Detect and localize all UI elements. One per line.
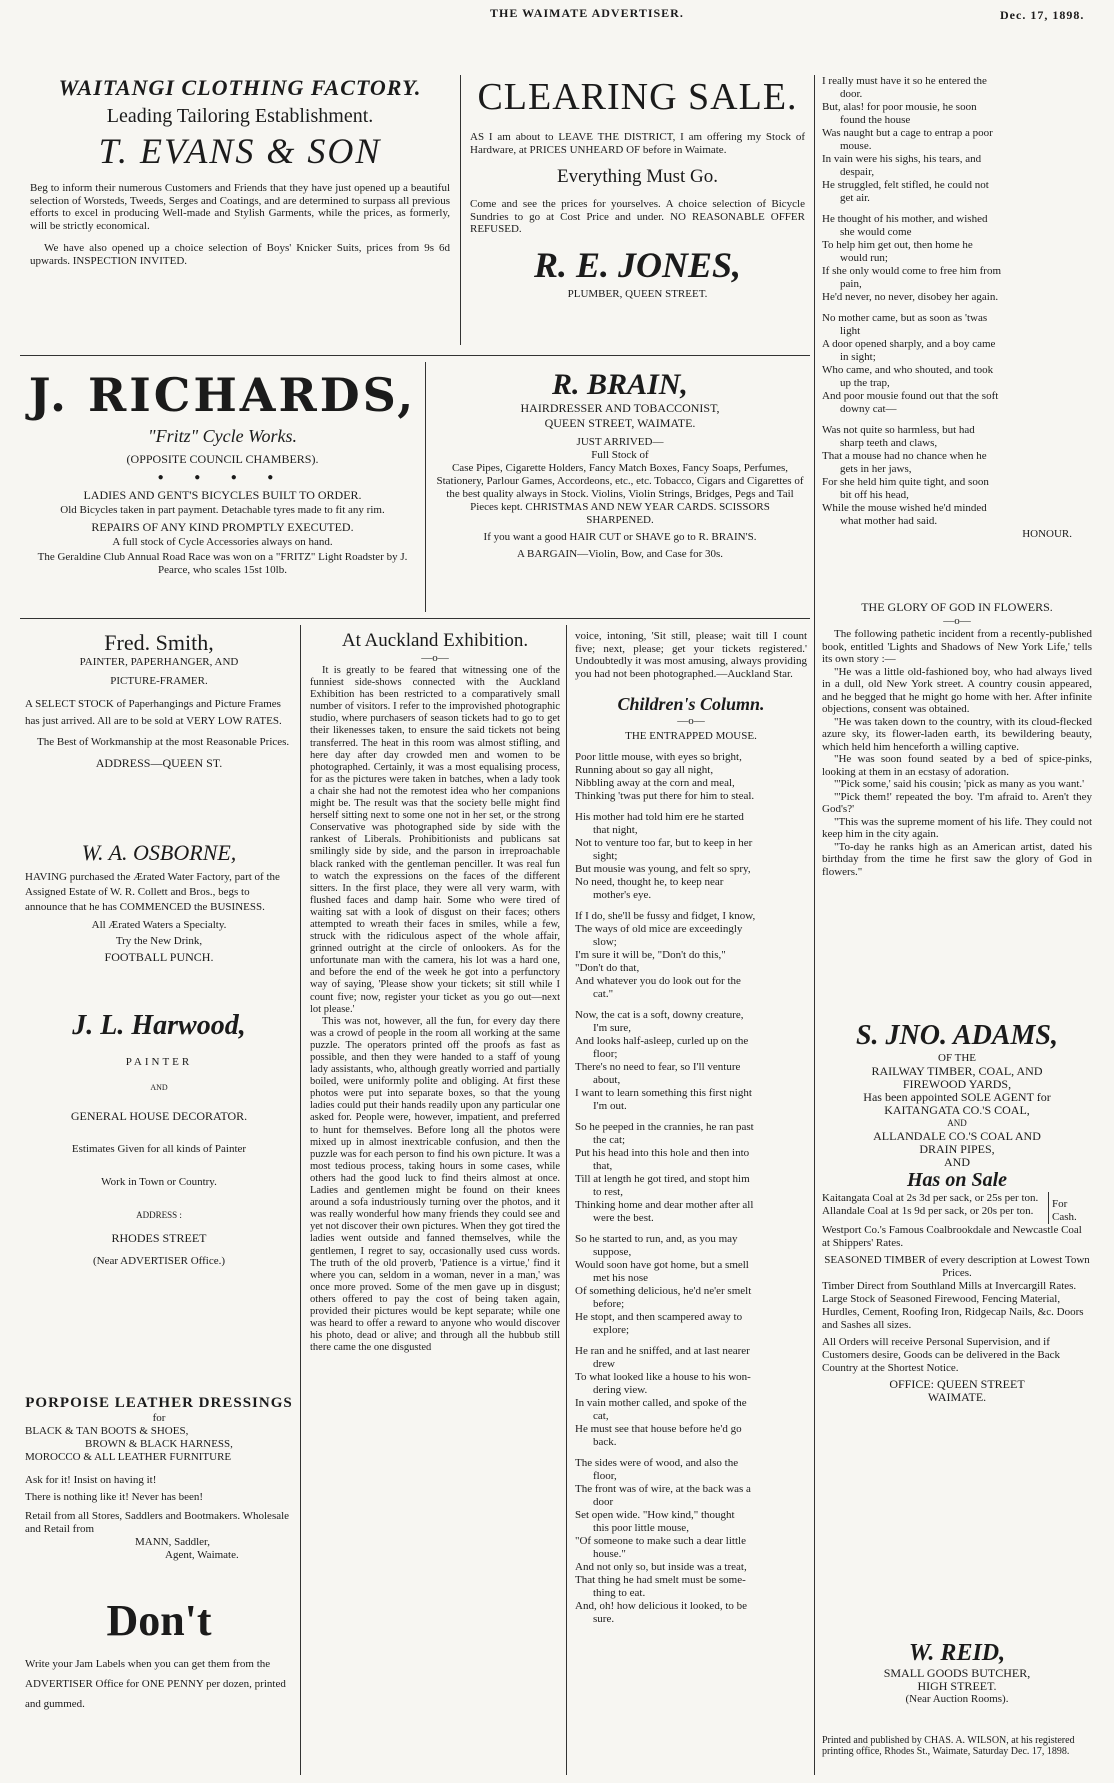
- poem-line: [575, 1449, 807, 1457]
- richards-line2: Old Bicycles taken in part payment. Detachable tyres made to fit any rim.: [60, 504, 385, 516]
- clearing-title: CLEARING SALE.: [477, 76, 798, 118]
- poem-line: I really must have it so he entered the: [822, 75, 987, 87]
- poem-line: In vain mother called, and spoke of the: [575, 1397, 747, 1409]
- poem-line: [822, 205, 1092, 213]
- poem-line: [575, 1225, 807, 1233]
- poem-line: met his nose: [593, 1272, 648, 1284]
- poem-line: And whatever you do look out for the: [575, 975, 741, 987]
- brain-bargain: A BARGAIN—Violin, Bow, and Case for 30s.: [516, 548, 724, 560]
- poem-line: So he started to run, and, as you may: [575, 1233, 738, 1245]
- poem-line: she would come: [840, 226, 912, 238]
- adams-line: FIREWOOD YARDS,: [902, 1077, 1012, 1091]
- poem-line: A door opened sharply, and a boy came: [822, 338, 996, 350]
- poem-line: thing to eat.: [593, 1587, 646, 1599]
- poem-line: If she only would come to free him from: [822, 265, 1002, 277]
- richards-line1: LADIES AND GENT'S BICYCLES BUILT TO ORDER.: [83, 488, 362, 502]
- reid-advert: [822, 1640, 1092, 1706]
- porpoise-line: BROWN & BLACK HARNESS,: [85, 1438, 233, 1450]
- poem-line: cat,: [593, 1410, 609, 1422]
- harwood-painter: PAINTER: [125, 1056, 193, 1068]
- poem-line: The ways of old mice are exceedingly: [575, 923, 743, 935]
- poem-continuation: [822, 75, 1092, 541]
- harwood-name: J. L. Harwood,: [72, 1010, 246, 1041]
- poem-line: sure.: [593, 1613, 615, 1625]
- auckland-continuation: [575, 630, 807, 1626]
- poem-line: There's no need to fear, so I'll venture: [575, 1061, 741, 1073]
- richards-works: "Fritz" Cycle Works.: [148, 426, 297, 446]
- clearing-body2: Come and see the prices for yourselves. A choice selection of Bicycle Sundries to go at Cost Price and under. NO REASONABLE OFFER REFUSED.: [470, 198, 805, 235]
- poem-line: light: [840, 325, 861, 337]
- poem-line: about,: [593, 1074, 621, 1086]
- adams-forcash: For Cash.: [1048, 1192, 1092, 1224]
- poem-line: To help him get out, then home he: [822, 239, 973, 251]
- adams-line: SEASONED TIMBER of every description at Lowest Town Prices.: [824, 1254, 1090, 1279]
- osborne-name: W. A. OSBORNE,: [81, 840, 237, 865]
- poem-line: I'm out.: [593, 1100, 627, 1112]
- porpoise-title: PORPOISE LEATHER DRESSINGS: [25, 1395, 293, 1411]
- poem-line: But mousie was young, and felt so spry,: [575, 863, 751, 875]
- poem-line: house.": [593, 1548, 626, 1560]
- poem-line: That a mouse had no chance when he: [822, 450, 987, 462]
- harwood-estimates: Estimates Given for all kinds of Painter: [71, 1143, 247, 1155]
- poem-line: before;: [593, 1298, 625, 1310]
- richards-line4: A full stock of Cycle Accessories always on hand.: [112, 536, 333, 548]
- waitangi-title: WAITANGI CLOTHING FACTORY.: [58, 75, 422, 100]
- richards-line3: REPAIRS OF ANY KIND PROMPTLY EXECUTED.: [91, 520, 354, 534]
- reid-trade: SMALL GOODS BUTCHER,: [883, 1666, 1031, 1680]
- adams-line: RAILWAY TIMBER, COAL, AND: [871, 1064, 1043, 1078]
- poem-line: dering view.: [593, 1384, 648, 1396]
- poem-line: up the trap,: [840, 377, 890, 389]
- adams-and: AND: [947, 1118, 967, 1128]
- adams-office: OFFICE: QUEEN STREET: [889, 1377, 1025, 1391]
- children-separator: —o—: [677, 715, 705, 727]
- poem-line: [575, 902, 807, 910]
- poem-line: [575, 1337, 807, 1345]
- poem-line: explore;: [593, 1324, 630, 1336]
- smith-body: A SELECT STOCK of Paperhangings and Picture Frames has just arrived. All are to be sold at VERY LOW RATES.: [25, 698, 282, 727]
- poem-line: floor;: [593, 1048, 618, 1060]
- smith-best: The Best of Workmanship at the most Reasonable Prices.: [37, 736, 290, 748]
- harwood-and: AND: [150, 1083, 168, 1092]
- poem-line: Was not quite so harmless, but had: [822, 424, 975, 436]
- poem-line: He ran and he sniffed, and at last nearer: [575, 1345, 750, 1357]
- glory-paragraph: "He was a little old-fashioned boy, who had always lived in a dull, old New York street. A country cousin appeared, and he begged that he might go home with her. After infinite objections, consent was obtained.: [822, 665, 1092, 715]
- harwood-near: (Near ADVERTISER Office.): [92, 1255, 226, 1267]
- poem-line: that night,: [593, 824, 638, 836]
- waitangi-sub: Leading Tailoring Establishment.: [106, 105, 374, 127]
- auckland-paragraph: It is greatly to be feared that witnessing one of the funniest side-shows connected with the Auckland Exhibition has been restricted to a comparatively small number of visitors. I refer to the improvished photographic studio, where purchasers of season tickets had to go to get their likenesses taken, to ensure the said tickets not being transferred. The heat in this room was almost stifling, and here day after day crowded men and women to be photographed. Certainly, it was a most equalising process, for as the pictures were taken in batches, when a lady took a chair she had not the remotest idea who her companions might be. The result was that the society belle might find herself sitting next to some one not in her set, or the strong Conservative was photographed side by side with the rankest of Liberals. Prohibitionists and publicans sat smilingly side by side, and the parson in irreproachable black ranked with the gentleman penciller. It was real fun to watch the expressions on the faces of the different sitters. In the first place, they were all very warm, with flushed faces and damp hair. Some who were tired of waiting sat with a look of disgust on their faces; others attempted to wreath their faces in smiles, while a few, struck with the ridiculous aspect of the whole affair, grinned outright at the circle of onlookers. As for the unfortunate man with the camera, his lot was a hard one, and before the end of the week he got into a perfunctory way of saying, 'Please show your tickets; sit still while I count five; now, register your ticket as you go out—next lot please.': [310, 665, 560, 1015]
- harwood-street: RHODES STREET: [111, 1231, 207, 1245]
- dont-body: Write your Jam Labels when you can get them from the ADVERTISER Office for ONE PENNY per dozen, printed and gummed.: [25, 1658, 286, 1710]
- poem-line: His mother had told him ere he started: [575, 811, 744, 823]
- poem-line: I'm sure,: [593, 1022, 632, 1034]
- clearing-address: PLUMBER, QUEEN STREET.: [567, 287, 708, 300]
- poem-line: would run;: [840, 252, 888, 264]
- adams-line: Allandale Coal at 1s 9d per sack, or 20s per ton.: [822, 1205, 1034, 1217]
- harwood-work: Work in Town or Country.: [101, 1176, 217, 1188]
- poem-line: door.: [840, 88, 863, 100]
- poem-line: slow;: [593, 936, 617, 948]
- poem-line: mother's eye.: [593, 889, 652, 901]
- richards-line5: The Geraldine Club Annual Road Race was won on a "FRITZ" Light Roadster by J. Pearce, who scales 15st 10lb.: [37, 551, 408, 576]
- poem-line: He thought of his mother, and wished: [822, 213, 988, 225]
- osborne-advert: [25, 840, 293, 964]
- poem-line: that,: [593, 1160, 613, 1172]
- adams-town: WAIMATE.: [927, 1390, 987, 1404]
- poem-line: downy cat—: [840, 403, 897, 415]
- glory-paragraph: "'Pick them!' repeated the boy. 'I'm afraid to. Aren't they God's?': [822, 790, 1092, 815]
- adams-line: Kaitangata Coal at 2s 3d per sack, or 25s per ton.: [822, 1192, 1039, 1204]
- adams-line: All Orders will receive Personal Supervision, and if Customers desire, Goods can be delivered in the Back Country at the Shortest Notice.: [822, 1336, 1060, 1374]
- poem-line: [822, 304, 1092, 312]
- smith-trade: PICTURE-FRAMER.: [110, 675, 208, 687]
- smith-advert: [25, 630, 293, 770]
- porpoise-line: Retail from all Stores, Saddlers and Bootmakers. Wholesale and Retail from: [25, 1510, 290, 1535]
- brain-address: QUEEN STREET, WAIMATE.: [544, 416, 696, 430]
- glory-title: THE GLORY OF GOD IN FLOWERS.: [861, 600, 1053, 614]
- poem-line: the cat;: [593, 1134, 626, 1146]
- poem-line: this poor little mouse,: [593, 1522, 689, 1534]
- poem-line: gets in her jaws,: [840, 463, 912, 475]
- smith-name: Fred. Smith,: [104, 630, 214, 655]
- smith-address: ADDRESS—QUEEN ST.: [95, 756, 223, 770]
- clearing-name: R. E. JONES,: [533, 244, 742, 285]
- porpoise-advert: [25, 1395, 293, 1562]
- clearing-advert: [470, 75, 805, 301]
- adams-line: DRAIN PIPES,: [919, 1142, 995, 1156]
- clearing-sub: Everything Must Go.: [557, 166, 718, 187]
- adams-advert: [822, 1020, 1092, 1404]
- poem-line: He'd never, no never, disobey her again.: [822, 291, 999, 303]
- glory-paragraph: "He was soon found seated by a bed of spice-pinks, looking at them in an ecstasy of adoration.: [822, 753, 1092, 778]
- richards-dots: ● ● ● ●: [157, 472, 288, 483]
- auckland-paragraph: voice, intoning, 'Sit still, please; wait till I count five; next, please; get your tickets registered.' Undoubtedly it was most amusing, always providing you had not been photographed.—Auckland Star.: [575, 630, 807, 680]
- poem-line: For she held him quite tight, and soon: [822, 476, 989, 488]
- poem-line: found the house: [840, 114, 911, 126]
- adams-line: Timber Direct from Southland Mills at Invercargill Rates.: [822, 1280, 1077, 1292]
- poem-line: And looks half-asleep, curled up on the: [575, 1035, 749, 1047]
- poem-line: despair,: [840, 166, 875, 178]
- poem-line: But, alas! for poor mousie, he soon: [822, 101, 977, 113]
- poem-line: Poor little mouse, with eyes so bright,: [575, 751, 742, 763]
- children-title: Children's Column.: [617, 694, 765, 714]
- clearing-body: AS I am about to LEAVE THE DISTRICT, I am offering my Stock of Hardware, at PRICES UNHEARD OF before in Waimate.: [470, 131, 805, 156]
- porpoise-line: There is nothing like it! Never has been!: [25, 1491, 204, 1503]
- brain-name: R. BRAIN,: [552, 368, 688, 401]
- porpoise-line: Ask for it! Insist on having it!: [25, 1474, 157, 1486]
- poem-line: He must see that house before he'd go: [575, 1423, 742, 1435]
- smith-trade: PAINTER, PAPERHANGER, AND: [79, 656, 239, 668]
- auckland-title: At Auckland Exhibition.: [341, 630, 529, 651]
- poem-line: in sight;: [840, 351, 876, 363]
- reid-name: W. REID,: [908, 1640, 1006, 1666]
- osborne-body: HAVING purchased the Ærated Water Factory, part of the Assigned Estate of W. R. Collett and Bros., begs to announce that he has COMMENCED the BUSINESS.: [25, 871, 280, 913]
- poem-line: door: [593, 1496, 614, 1508]
- poem-line: sharp teeth and claws,: [840, 437, 938, 449]
- porpoise-line: MANN, Saddler,: [135, 1536, 211, 1548]
- poem-line: to rest,: [593, 1186, 623, 1198]
- adams-sale: Has on Sale: [906, 1169, 1008, 1191]
- poem-line: No mother came, but as soon as 'twas: [822, 312, 988, 324]
- osborne-line: All Ærated Waters a Specialty.: [91, 919, 227, 931]
- porpoise-line: MOROCCO & ALL LEATHER FURNITURE: [25, 1451, 232, 1463]
- glory-paragraph: The following pathetic incident from a recently-published book, entitled 'Lights and Shadows of New York Life,' tells its own story :—: [822, 628, 1092, 665]
- poem-line: get air.: [840, 192, 870, 204]
- adams-name: S. JNO. ADAMS,: [855, 1020, 1058, 1051]
- reid-near: (Near Auction Rooms).: [905, 1693, 1009, 1705]
- poem-line: [575, 1113, 807, 1121]
- richards-advert: [25, 368, 420, 577]
- issue-date: Dec. 17, 1898.: [1000, 8, 1085, 22]
- poem-signature: HONOUR.: [1022, 528, 1072, 540]
- glory-paragraph: "To-day he ranks high as an American artist, dated his birthday from the time he first saw the glory of God in flowers.": [822, 840, 1092, 878]
- brain-stock: Full Stock of: [591, 449, 649, 461]
- osborne-line: Try the New Drink,: [115, 935, 203, 947]
- poem-line: Not to venture too far, but to keep in her: [575, 837, 753, 849]
- children-poem-title: THE ENTRAPPED MOUSE.: [625, 730, 757, 742]
- brain-haircut: If you want a good HAIR CUT or SHAVE go to R. BRAIN'S.: [483, 531, 757, 543]
- poem-line: No need, thought he, to keep near: [575, 876, 724, 888]
- auckland-paragraph: This was not, however, all the fun, for every day there was a crowd of people in the room all working at the same puzzle. The operators printed off the proofs as fast as possible, and then they were handed to a staff of young lady assistants, who, although greatly worried and partially boiled, were uniformly polite and obliging. At first these photos were put into separate boxes, so that the young ladies could put their hands readily upon any particular one asked for. People were, however, impatient, and preferred to hunt for themselves. Before long all the photos were mixed up in almost inextricable confusion, and then the puzzle was for each person to find his own picture. It was a most tedious process, taking hours in some cases, while others had the good luck to find theirs almost at once. Ladies and gentlemen might be found on their knees around a sofa industriously turning over the photos, and it was really wonderful how many friends they could see and yet not discover their own pictures. When they got tired the ladies went outside and fanned themselves, while the gentlemen, I regret to say, occasionally used cuss words. The truth of the old proverb, 'Patience is a virtue,' find it where you can, seldom in a woman, never in a man,' was once more proved. Some of the men gave up in disgust; others offered to pay the cost of being taken again, provided their pictures would be kept separate; while one was heard to offer a reward to anyone who would discover his photo, dead or alive; and through all the hubbub still there came the one disgusted: [310, 1015, 560, 1354]
- poem-line: The front was of wire, at the back was a: [575, 1483, 751, 1495]
- poem-line: Now, the cat is a soft, downy creature,: [575, 1009, 744, 1021]
- poem-line: cat.": [593, 988, 614, 1000]
- adams-of: OF THE: [938, 1052, 976, 1064]
- poem-line: were the best.: [593, 1212, 654, 1224]
- dont-title: Don't: [106, 1596, 212, 1645]
- brain-body: Case Pipes, Cigarette Holders, Fancy Match Boxes, Fancy Soaps, Perfumes, Stationery, Parlour Games, Accordeons, etc., etc. Tobacco, Cigars and Cigarettes of the best quality always in Stock. Violins, Violin Strings, Bridges, Pegs and Tail Pieces kept. CHRISTMAS AND NEW YEAR CARDS. SCISSORS SHARPENED.: [436, 462, 804, 526]
- poem-line: sight;: [593, 850, 618, 862]
- poem-line: While the mouse wished he'd minded: [822, 502, 987, 514]
- poem-line: Thinking home and dear mother after all: [575, 1199, 754, 1211]
- children-poem: [575, 751, 807, 1626]
- porpoise-for: for: [152, 1412, 166, 1424]
- auckland-separator: —o—: [421, 652, 449, 664]
- poem-line: "Of someone to make such a dear little: [575, 1535, 746, 1547]
- poem-line: back.: [593, 1436, 617, 1448]
- brain-arrived: JUST ARRIVED—: [576, 436, 664, 448]
- poem-line: In vain were his sighs, his tears, and: [822, 153, 982, 165]
- poem-line: Nibbling away at the corn and meal,: [575, 777, 735, 789]
- poem-line: Put his head into this hole and then into: [575, 1147, 750, 1159]
- poem-line: Was naught but a cage to entrap a poor: [822, 127, 993, 139]
- poem-line: "Don't do that,: [575, 962, 640, 974]
- porpoise-line: BLACK & TAN BOOTS & SHOES,: [25, 1425, 189, 1437]
- poem-line: I want to learn something this first night: [575, 1087, 752, 1099]
- brain-trade: HAIRDRESSER AND TOBACCONIST,: [520, 401, 720, 415]
- waitangi-advert: [30, 75, 450, 267]
- poem-line: drew: [593, 1358, 615, 1370]
- adams-line: ALLANDALE CO.'S COAL AND: [873, 1129, 1041, 1143]
- harwood-address-label: ADDRESS :: [136, 1210, 182, 1220]
- glory-paragraph: "'Pick some,' said his cousin; 'pick as many as you want.': [834, 778, 1085, 790]
- glory-paragraph: "This was the supreme moment of his life. They could not keep him in the city again.: [822, 815, 1092, 840]
- poem-line: And not only so, but inside was a treat,: [575, 1561, 747, 1573]
- poem-line: [575, 1001, 807, 1009]
- glory-article: [822, 600, 1092, 878]
- poem-line: That thing he had smelt must be some-: [575, 1574, 746, 1586]
- adams-line: Westport Co.'s Famous Coalbrookdale and Newcastle Coal at Shippers' Rates.: [822, 1224, 1082, 1249]
- poem-line: So he peeped in the crannies, he ran past: [575, 1121, 754, 1133]
- poem-line: And poor mousie found out that the soft: [822, 390, 999, 402]
- waitangi-firm: T. EVANS & SON: [98, 131, 382, 171]
- poem-line: He stopt, and then scampered away to: [575, 1311, 743, 1323]
- adams-line: Large Stock of Seasoned Firewood, Fencing Material, Hurdles, Cement, Roofing Iron, Ridgecap Nails, &c. Doors and Sashes all sizes.: [822, 1293, 1084, 1331]
- poem-line: floor,: [593, 1470, 617, 1482]
- harwood-decorator: GENERAL HOUSE DECORATOR.: [70, 1109, 248, 1123]
- porpoise-line: Agent, Waimate.: [165, 1549, 239, 1561]
- poem-line: Till at length he got tired, and stopt him: [575, 1173, 750, 1185]
- reid-address: HIGH STREET.: [917, 1679, 997, 1693]
- waitangi-body2: We have also opened up a choice selection of Boys' Knicker Suits, prices from 9s 6d upwards. INSPECTION INVITED.: [30, 242, 450, 267]
- poem-line: what mother had said.: [840, 515, 938, 527]
- poem-line: If I do, she'll be fussy and fidget, I know,: [575, 910, 756, 922]
- richards-opposite: (OPPOSITE COUNCIL CHAMBERS).: [126, 452, 319, 466]
- poem-line: mouse.: [840, 140, 872, 152]
- poem-line: I'm sure it will be, "Don't do this,": [575, 949, 726, 961]
- poem-line: bit off his head,: [840, 489, 909, 501]
- poem-line: Would soon have got home, but a smell: [575, 1259, 749, 1271]
- poem-line: suppose,: [593, 1246, 632, 1258]
- adams-line: Has been appointed SOLE AGENT for: [863, 1090, 1051, 1104]
- poem-line: Of something delicious, he'd ne'er smelt: [575, 1285, 752, 1297]
- glory-paragraph: "He was taken down to the country, with its cloud-flecked azure sky, its flower-laden earth, its bewildering beauty, which held him henceforth a willing captive.: [822, 715, 1092, 753]
- poem-line: Who came, and who shouted, and took: [822, 364, 994, 376]
- richards-name: J. RICHARDS,: [28, 368, 417, 422]
- poem-line: He struggled, felt stifled, he could not: [822, 179, 989, 191]
- adams-line: KAITANGATA CO.'S COAL,: [884, 1103, 1030, 1117]
- adams-and: AND: [944, 1155, 970, 1169]
- dont-advert: [25, 1595, 293, 1714]
- poem-line: The sides were of wood, and also the: [575, 1457, 739, 1469]
- poem-line: [575, 803, 807, 811]
- glory-separator: —o—: [943, 615, 971, 627]
- auckland-article: [310, 630, 560, 1354]
- brain-advert: [435, 368, 805, 561]
- harwood-advert: [25, 1010, 293, 1268]
- osborne-line: FOOTBALL PUNCH.: [104, 950, 214, 964]
- newspaper-title: THE WAIMATE ADVERTISER.: [490, 6, 684, 20]
- poem-line: Running about so gay all night,: [575, 764, 714, 776]
- imprint: Printed and published by CHAS. A. WILSON, at his registered printing office, Rhodes St., Waimate, Saturday Dec. 17, 1898.: [822, 1735, 1075, 1757]
- poem-line: [822, 416, 1092, 424]
- poem-line: And, oh! how delicious it looked, to be: [575, 1600, 748, 1612]
- poem-line: pain,: [840, 278, 862, 290]
- poem-line: To what looked like a house to his won-: [575, 1371, 751, 1383]
- poem-line: Thinking 'twas put there for him to steal.: [575, 790, 755, 802]
- waitangi-body: Beg to inform their numerous Customers and Friends that they have just opened up a beautiful selection of Worsteds, Tweeds, Serges and Coatings, and are determined to surpass all previous efforts to excel in producing Well-made and Stylish Garments, while the prices, as formerly, will be strictly economical.: [30, 182, 450, 232]
- poem-line: Set open wide. "How kind," thought: [575, 1509, 735, 1521]
